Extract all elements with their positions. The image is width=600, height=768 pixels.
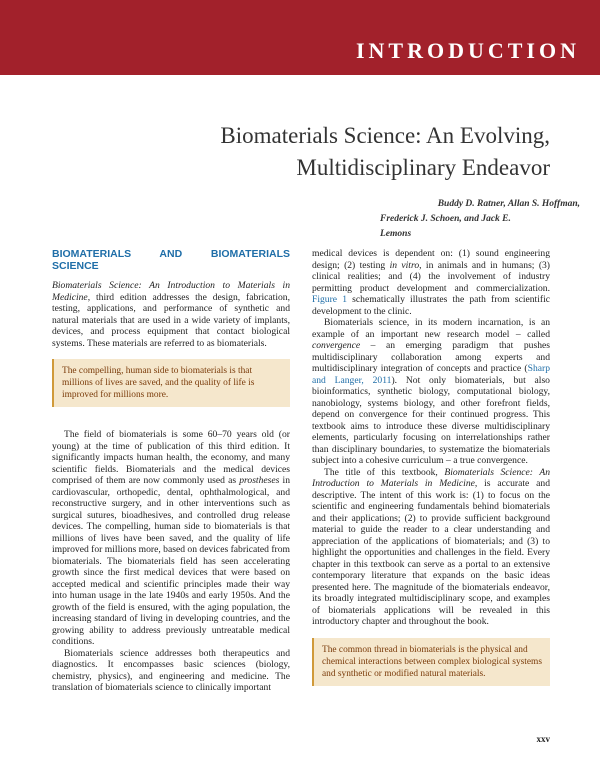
- paragraph: [312, 317, 550, 467]
- paragraph: [312, 467, 550, 628]
- author-line1: Buddy D. Ratner, Allan S. Hoffman,: [437, 199, 580, 209]
- book-title-emphasis: Biomaterials Science: An Introduction to Materials in Medicine: [312, 466, 550, 489]
- left-column: [52, 248, 290, 694]
- paragraph-text: , in animals and in humans; (3) clinical realities; and (4) the involvement of industry permitting product development and commercialization.: [312, 259, 551, 294]
- paragraph-text: schematically illustrates the path from scientific development to the clinic.: [312, 294, 550, 317]
- paragraph: [52, 429, 290, 648]
- section-heading: [52, 248, 290, 272]
- paragraph-text: in cardiovascular, orthopedic, dental, ophthalmological, and reconstructive surgery, and in other interventions such as surgical sutures, bioadhesives, and controlled drug release devices. The compelling, human side to biomaterials is that millions of lives have been saved, and the quality of life improved for millions more, based on devices fabricated from biomaterials. The biomaterials field has seen accelerating growth since the first medical devices that were based on accepted medical and scientific principles made their way into human usage in the late 1940s and early 1950s. And the growth of the field is ensured, with the aging population, the increasing standard of living in developing countries, and the growing ability to address previously untreatable medical conditions.: [52, 475, 290, 647]
- paragraph-text: – an emerging paradigm that pushes multidisciplinary collaboration among experts and multidisciplinary integration of concepts and practice (: [312, 340, 550, 374]
- section-heading-line1: BIOMATERIALS AND BIOMATERIALS: [52, 248, 290, 260]
- author-line2: Frederick J. Schoen, and Jack E.: [380, 214, 511, 224]
- pull-quote: The compelling, human side to biomaterials is that millions of lives are saved, and the quality of life is improved for millions more.: [52, 359, 290, 407]
- right-column: [312, 248, 550, 708]
- author-line3: Lemons: [380, 229, 412, 239]
- chapter-title-line1: Biomaterials Science: An Evolving,: [220, 123, 550, 148]
- page-number: xxv: [536, 734, 550, 744]
- emphasis: convergence: [312, 340, 361, 351]
- section-heading-line2: SCIENCE: [52, 260, 99, 272]
- paragraph-text: The title of this textbook,: [324, 466, 445, 478]
- paragraph-text: , third edition addresses the design, fabrication, testing, applications, and performance of synthetic and natural materials that are used in a wide variety of implants, devices, and process equipment that contact biological systems. These materials are referred to as biomaterials.: [52, 291, 290, 349]
- chapter-title-line2: Multidisciplinary Endeavor: [296, 155, 550, 180]
- pull-quote: The common thread in biomaterials is the physical and chemical interactions between complex biological systems and synthetic or modified natural materials.: [312, 638, 550, 686]
- book-title-emphasis: Biomaterials Science: An Introduction to Materials in Medicine: [52, 280, 290, 303]
- paragraph-text: Biomaterials science, in its modern incarnation, is an example of an important new research model – called: [312, 317, 550, 340]
- paragraph-text: ). Not only biomaterials, but also bioinformatics, synthetic biology, computational biology, nanobiology, systems biology, and other forefront fields, depend on convergence for their continued progress. This textbook aims to introduce these diverse multidisciplinary elements, particularly focusing on interrelationships rather than disciplinary boundaries, to systematize the biomaterials subject into a cohesive curriculum – a true convergence.: [312, 374, 550, 466]
- paragraph-text: The field of biomaterials is some 60–70 years old (or young) at the time of publication of this third edition. It significantly impacts human health, the economy, and many scientific fields. Biomaterials and the medical devices comprised of them are now commonly used as: [52, 429, 290, 486]
- paragraph: [312, 248, 550, 317]
- paragraph-text: medical devices is dependent on: (1) sound engineering design; (2) testing: [312, 248, 550, 271]
- chapter-banner: [0, 0, 600, 75]
- emphasis: prostheses: [239, 475, 280, 486]
- paragraph: [52, 280, 290, 349]
- paragraph-text: , is accurate and descriptive. The intent of this work is: (1) to focus on the scientific and engineering fundamentals behind biomaterials and their applications; (2) to provide sufficient background material to guide the reader to a clear understanding and appreciation of the applications of biomaterials; and (3) to highlight the opportunities and challenges in the field. Every chapter in this textbook can serve as a portal to an extensive contemporary literature that expands on the basic ideas presented here. The magnitude of the biomaterials endeavor, its broadly integrated multidisciplinary scope, and examples of biomaterials applications will be revealed in this introductory chapter and throughout the book.: [312, 478, 551, 627]
- emphasis: in vitro: [389, 259, 420, 271]
- chapter-label: INTRODUCTION: [355, 38, 580, 63]
- chapter-title: [220, 120, 550, 184]
- author-list: [380, 197, 580, 242]
- figure-link[interactable]: Figure 1: [312, 294, 347, 305]
- citation-link[interactable]: Sharp and Langer, 2011: [312, 363, 550, 386]
- paragraph: Biomaterials science addresses both therapeutics and diagnostics. It encompasses basic sciences (biology, chemistry, physics), and engineering and medicine. The translation of biomaterials science to clinically important: [52, 647, 290, 693]
